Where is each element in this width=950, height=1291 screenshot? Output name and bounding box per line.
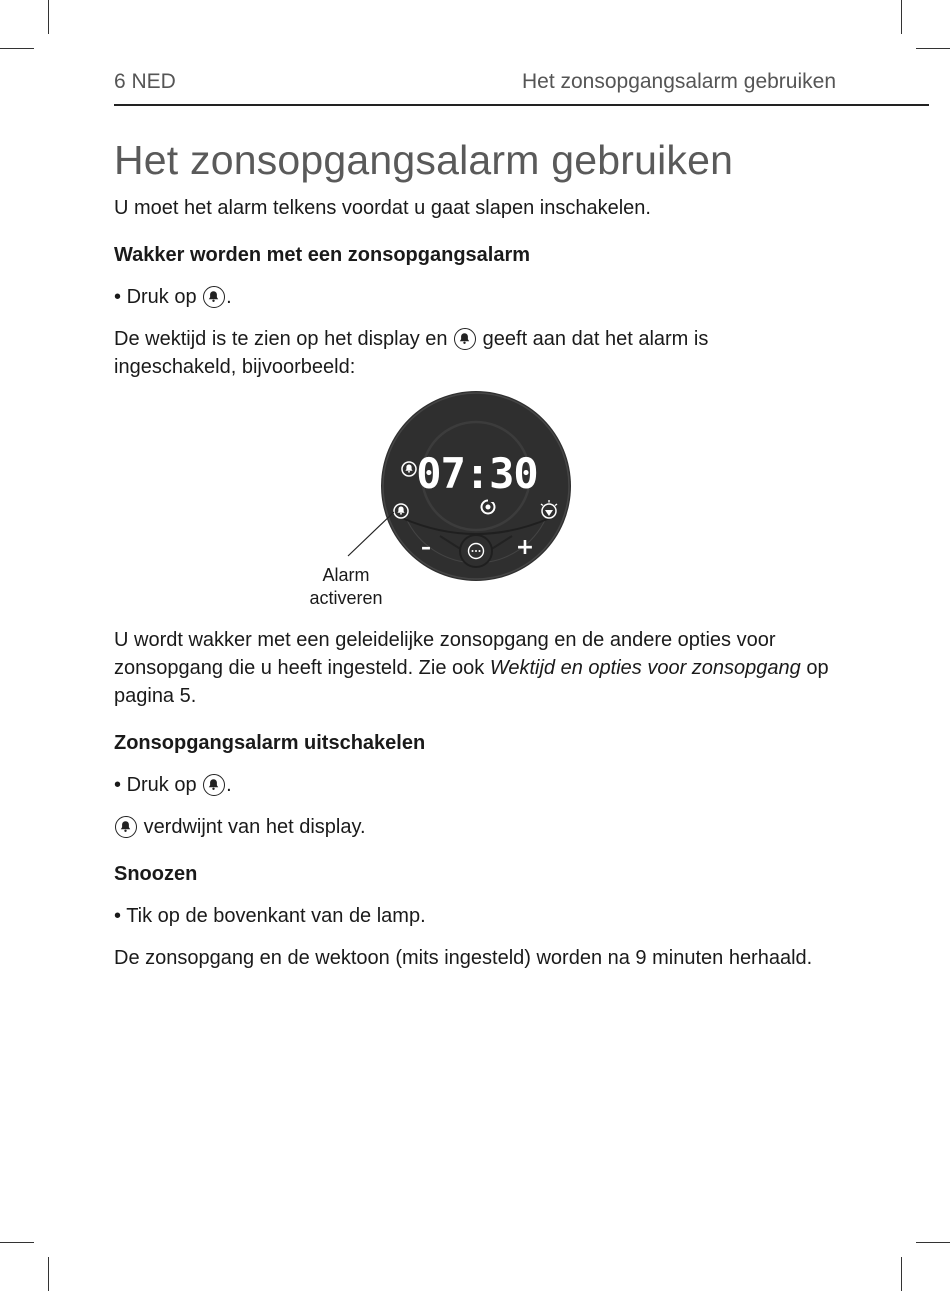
intro-text: U moet het alarm telkens voordat u gaat slapen inschakelen.	[114, 197, 651, 219]
snooze-description: De zonsopgang en de wektoon (mits ingesteld) worden na 9 minuten herhaald.	[114, 947, 813, 969]
sunrise-lamp-illustration	[380, 390, 572, 584]
cross-reference: Wektijd en opties voor zonsopgang	[489, 657, 801, 679]
crop-mark	[48, 1257, 49, 1291]
desc-after: geeft aan dat het alarm is ingeschakeld, bijvoorbeeld:	[114, 328, 709, 378]
callout-line2: activeren	[309, 588, 383, 608]
alarm-bell-icon	[203, 774, 225, 796]
crop-mark	[916, 1242, 950, 1243]
crop-mark	[0, 48, 34, 49]
header-rule	[114, 104, 929, 106]
page-title: Het zonsopgangsalarm gebruiken	[114, 137, 734, 183]
alarm-off-description	[114, 813, 834, 841]
wake-description	[114, 325, 834, 381]
alarm-bell-icon	[454, 328, 476, 350]
bullet-end: .	[226, 286, 232, 308]
crop-mark	[901, 1257, 902, 1291]
alarm-bell-icon	[203, 286, 225, 308]
desc-after: verdwijnt van het display.	[143, 816, 366, 838]
bullet-end: .	[226, 774, 232, 796]
heading-wake: Wakker worden met een zonsopgangsalarm	[114, 244, 531, 266]
display-time: 07:30	[416, 449, 538, 498]
crop-mark	[48, 0, 49, 34]
heading-alarm-off: Zonsopgangsalarm uitschakelen	[114, 732, 426, 754]
crop-mark	[901, 0, 902, 34]
page-label: 6 NED	[114, 70, 176, 93]
running-section-title: Het zonsopgangsalarm gebruiken	[521, 70, 836, 93]
bullet-snooze: • Tik op de bovenkant van de lamp.	[114, 902, 834, 930]
desc-before: De wektijd is te zien op het display en	[114, 328, 448, 350]
menu-button-icon[interactable]	[460, 535, 492, 567]
after-text-before: U wordt wakker met een geleidelijke zonsopgang en de andere opties voor zonsopgang die u heeft ingesteld. Zie ook	[114, 629, 776, 679]
bullet-press-alarm-off	[114, 771, 834, 799]
running-header	[114, 70, 836, 98]
page-content	[114, 134, 834, 972]
device-figure	[114, 390, 834, 626]
bullet-text: Druk op	[126, 286, 197, 308]
bullet-press-alarm	[114, 283, 834, 311]
callout-line1: Alarm	[322, 565, 370, 585]
callout-alarm-label	[294, 564, 398, 610]
minus-button[interactable]: –	[421, 535, 431, 559]
callout-line	[344, 510, 404, 570]
heading-snooze: Snoozen	[114, 863, 198, 885]
plus-button[interactable]: +	[515, 535, 535, 560]
bullet-text: Druk op	[126, 774, 197, 796]
after-text-after: op pagina 5.	[114, 657, 829, 707]
crop-mark	[0, 1242, 34, 1243]
alarm-bell-icon	[115, 816, 137, 838]
crop-mark	[916, 48, 950, 49]
after-figure-text	[114, 626, 834, 710]
